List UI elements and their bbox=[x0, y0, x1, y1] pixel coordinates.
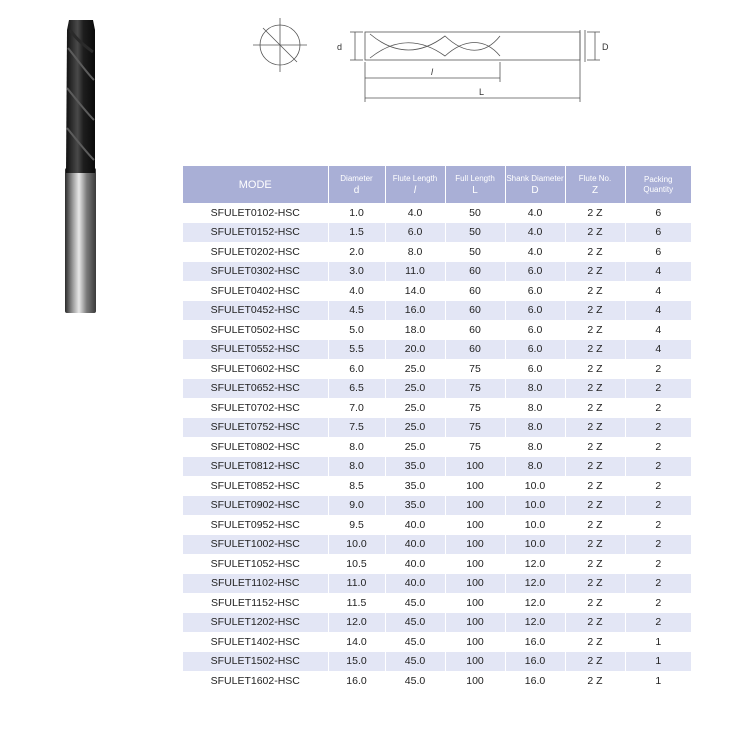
cell-shank-diameter: 4.0 bbox=[505, 223, 565, 243]
header-flute-no-symbol: Z bbox=[591, 184, 599, 196]
table-row bbox=[183, 223, 691, 243]
cell-shank-diameter: 6.0 bbox=[505, 301, 565, 321]
cell-shank-diameter: 16.0 bbox=[505, 632, 565, 652]
cell-shank-diameter: 6.0 bbox=[505, 262, 565, 282]
cell-packing-quantity: 2 bbox=[625, 418, 691, 438]
label-flute-l: l bbox=[431, 67, 433, 77]
cell-shank-diameter: 8.0 bbox=[505, 379, 565, 399]
table-row bbox=[183, 476, 691, 496]
cell-diameter: 7.5 bbox=[328, 418, 385, 438]
cell-diameter: 11.0 bbox=[328, 574, 385, 594]
header-flute-length-label: Flute Length bbox=[392, 173, 438, 183]
cell-flute-no: 2 Z bbox=[565, 535, 625, 555]
cell-packing-quantity: 2 bbox=[625, 379, 691, 399]
table-row bbox=[183, 359, 691, 379]
header-packing-label: Packing bbox=[644, 174, 673, 184]
cell-packing-quantity: 2 bbox=[625, 535, 691, 555]
cell-diameter: 6.0 bbox=[328, 359, 385, 379]
header-full-length-label: Full Length bbox=[455, 173, 495, 183]
cell-shank-diameter: 10.0 bbox=[505, 476, 565, 496]
table-row bbox=[183, 632, 691, 652]
cell-mode: SFULET1502-HSC bbox=[183, 652, 328, 672]
cell-flute-length: 40.0 bbox=[385, 574, 445, 594]
cell-mode: SFULET0752-HSC bbox=[183, 418, 328, 438]
cell-packing-quantity: 4 bbox=[625, 320, 691, 340]
cell-diameter: 12.0 bbox=[328, 613, 385, 633]
cell-full-length: 75 bbox=[445, 398, 505, 418]
cell-flute-length: 6.0 bbox=[385, 223, 445, 243]
cell-diameter: 1.0 bbox=[328, 203, 385, 223]
dimension-diagram bbox=[235, 10, 625, 110]
cell-flute-no: 2 Z bbox=[565, 398, 625, 418]
cell-mode: SFULET0852-HSC bbox=[183, 476, 328, 496]
cell-diameter: 11.5 bbox=[328, 593, 385, 613]
cell-packing-quantity: 2 bbox=[625, 574, 691, 594]
cell-full-length: 75 bbox=[445, 359, 505, 379]
table-row bbox=[183, 437, 691, 457]
header-full-length bbox=[445, 166, 505, 203]
cell-diameter: 15.0 bbox=[328, 652, 385, 672]
cell-full-length: 100 bbox=[445, 652, 505, 672]
table-row bbox=[183, 457, 691, 477]
cell-packing-quantity: 6 bbox=[625, 242, 691, 262]
cell-flute-no: 2 Z bbox=[565, 437, 625, 457]
cell-shank-diameter: 12.0 bbox=[505, 554, 565, 574]
cell-packing-quantity: 2 bbox=[625, 359, 691, 379]
cell-mode: SFULET1402-HSC bbox=[183, 632, 328, 652]
cell-diameter: 16.0 bbox=[328, 671, 385, 691]
cell-flute-no: 2 Z bbox=[565, 340, 625, 360]
cell-flute-no: 2 Z bbox=[565, 515, 625, 535]
cell-full-length: 75 bbox=[445, 437, 505, 457]
table-row bbox=[183, 593, 691, 613]
cell-packing-quantity: 1 bbox=[625, 652, 691, 672]
cell-mode: SFULET0702-HSC bbox=[183, 398, 328, 418]
cell-flute-length: 16.0 bbox=[385, 301, 445, 321]
cell-shank-diameter: 6.0 bbox=[505, 320, 565, 340]
cell-shank-diameter: 6.0 bbox=[505, 359, 565, 379]
cell-diameter: 8.0 bbox=[328, 457, 385, 477]
cell-flute-no: 2 Z bbox=[565, 281, 625, 301]
cell-flute-no: 2 Z bbox=[565, 554, 625, 574]
cell-mode: SFULET0602-HSC bbox=[183, 359, 328, 379]
cell-full-length: 100 bbox=[445, 515, 505, 535]
cell-diameter: 10.0 bbox=[328, 535, 385, 555]
table-row bbox=[183, 613, 691, 633]
cell-full-length: 60 bbox=[445, 262, 505, 282]
cell-flute-length: 45.0 bbox=[385, 671, 445, 691]
cell-diameter: 6.5 bbox=[328, 379, 385, 399]
cell-shank-diameter: 4.0 bbox=[505, 203, 565, 223]
cell-mode: SFULET0452-HSC bbox=[183, 301, 328, 321]
table-body bbox=[183, 203, 691, 691]
cell-shank-diameter: 16.0 bbox=[505, 652, 565, 672]
cell-flute-length: 40.0 bbox=[385, 515, 445, 535]
cell-full-length: 75 bbox=[445, 418, 505, 438]
cell-packing-quantity: 2 bbox=[625, 457, 691, 477]
table-row bbox=[183, 574, 691, 594]
cell-packing-quantity: 2 bbox=[625, 476, 691, 496]
cell-mode: SFULET0652-HSC bbox=[183, 379, 328, 399]
cell-packing-quantity: 2 bbox=[625, 593, 691, 613]
cell-packing-quantity: 4 bbox=[625, 301, 691, 321]
label-d: d bbox=[337, 42, 343, 52]
header-mode: MODE bbox=[183, 166, 328, 203]
cell-shank-diameter: 10.0 bbox=[505, 496, 565, 516]
cell-flute-length: 14.0 bbox=[385, 281, 445, 301]
cell-flute-no: 2 Z bbox=[565, 671, 625, 691]
cell-packing-quantity: 2 bbox=[625, 437, 691, 457]
cell-shank-diameter: 12.0 bbox=[505, 593, 565, 613]
cell-mode: SFULET0302-HSC bbox=[183, 262, 328, 282]
cell-diameter: 1.5 bbox=[328, 223, 385, 243]
cell-diameter: 5.0 bbox=[328, 320, 385, 340]
header-flute-length-symbol: l bbox=[413, 184, 417, 196]
cell-diameter: 4.0 bbox=[328, 281, 385, 301]
cell-full-length: 100 bbox=[445, 535, 505, 555]
cell-flute-length: 25.0 bbox=[385, 379, 445, 399]
cell-shank-diameter: 8.0 bbox=[505, 398, 565, 418]
cell-packing-quantity: 4 bbox=[625, 340, 691, 360]
cell-flute-no: 2 Z bbox=[565, 418, 625, 438]
cell-shank-diameter: 8.0 bbox=[505, 418, 565, 438]
cell-diameter: 2.0 bbox=[328, 242, 385, 262]
table-row bbox=[183, 554, 691, 574]
cell-shank-diameter: 12.0 bbox=[505, 574, 565, 594]
header-quantity-label: Quantity bbox=[643, 184, 674, 194]
cell-flute-length: 35.0 bbox=[385, 476, 445, 496]
cell-shank-diameter: 8.0 bbox=[505, 437, 565, 457]
cell-flute-length: 40.0 bbox=[385, 535, 445, 555]
header-diameter-label: Diameter bbox=[340, 173, 373, 183]
cell-flute-length: 40.0 bbox=[385, 554, 445, 574]
cell-flute-length: 25.0 bbox=[385, 418, 445, 438]
header-flute-no bbox=[565, 166, 625, 203]
cell-shank-diameter: 6.0 bbox=[505, 340, 565, 360]
table-row bbox=[183, 320, 691, 340]
header-shank-diameter-label: Shank Diameter bbox=[506, 173, 564, 183]
cell-flute-length: 18.0 bbox=[385, 320, 445, 340]
cell-flute-no: 2 Z bbox=[565, 223, 625, 243]
table-header-row bbox=[183, 166, 691, 203]
header-shank-diameter-symbol: D bbox=[531, 184, 539, 196]
cell-shank-diameter: 4.0 bbox=[505, 242, 565, 262]
cell-packing-quantity: 1 bbox=[625, 671, 691, 691]
cell-packing-quantity: 1 bbox=[625, 632, 691, 652]
cell-mode: SFULET1202-HSC bbox=[183, 613, 328, 633]
cell-packing-quantity: 4 bbox=[625, 262, 691, 282]
cell-full-length: 50 bbox=[445, 223, 505, 243]
cell-flute-length: 8.0 bbox=[385, 242, 445, 262]
cell-mode: SFULET0152-HSC bbox=[183, 223, 328, 243]
cell-flute-length: 25.0 bbox=[385, 359, 445, 379]
cell-flute-length: 25.0 bbox=[385, 437, 445, 457]
cell-mode: SFULET0802-HSC bbox=[183, 437, 328, 457]
cell-mode: SFULET0402-HSC bbox=[183, 281, 328, 301]
cell-flute-no: 2 Z bbox=[565, 496, 625, 516]
table-row bbox=[183, 281, 691, 301]
cell-mode: SFULET0952-HSC bbox=[183, 515, 328, 535]
cell-flute-length: 11.0 bbox=[385, 262, 445, 282]
cell-packing-quantity: 4 bbox=[625, 281, 691, 301]
header-packing-quantity bbox=[625, 166, 691, 203]
cell-diameter: 7.0 bbox=[328, 398, 385, 418]
cell-mode: SFULET1602-HSC bbox=[183, 671, 328, 691]
cell-flute-no: 2 Z bbox=[565, 320, 625, 340]
header-flute-length bbox=[385, 166, 445, 203]
cell-full-length: 60 bbox=[445, 281, 505, 301]
label-full-L: L bbox=[479, 87, 485, 97]
cell-flute-length: 35.0 bbox=[385, 496, 445, 516]
cell-full-length: 50 bbox=[445, 242, 505, 262]
cell-full-length: 60 bbox=[445, 320, 505, 340]
cell-full-length: 60 bbox=[445, 340, 505, 360]
cell-diameter: 4.5 bbox=[328, 301, 385, 321]
cell-diameter: 8.0 bbox=[328, 437, 385, 457]
cell-flute-no: 2 Z bbox=[565, 359, 625, 379]
cell-shank-diameter: 8.0 bbox=[505, 457, 565, 477]
cell-flute-no: 2 Z bbox=[565, 301, 625, 321]
header-diameter bbox=[328, 166, 385, 203]
cell-full-length: 100 bbox=[445, 457, 505, 477]
cell-diameter: 10.5 bbox=[328, 554, 385, 574]
cell-mode: SFULET0502-HSC bbox=[183, 320, 328, 340]
table-row bbox=[183, 671, 691, 691]
cell-diameter: 5.5 bbox=[328, 340, 385, 360]
table-row bbox=[183, 515, 691, 535]
cell-shank-diameter: 10.0 bbox=[505, 535, 565, 555]
table-row bbox=[183, 418, 691, 438]
cell-full-length: 60 bbox=[445, 301, 505, 321]
cell-shank-diameter: 12.0 bbox=[505, 613, 565, 633]
cell-flute-length: 4.0 bbox=[385, 203, 445, 223]
table-row bbox=[183, 340, 691, 360]
cell-flute-length: 25.0 bbox=[385, 398, 445, 418]
cell-flute-no: 2 Z bbox=[565, 476, 625, 496]
cell-mode: SFULET1052-HSC bbox=[183, 554, 328, 574]
cell-full-length: 100 bbox=[445, 632, 505, 652]
table-row bbox=[183, 496, 691, 516]
cell-shank-diameter: 10.0 bbox=[505, 515, 565, 535]
cell-packing-quantity: 6 bbox=[625, 223, 691, 243]
spec-table bbox=[183, 166, 691, 691]
cell-mode: SFULET0102-HSC bbox=[183, 203, 328, 223]
cell-full-length: 100 bbox=[445, 574, 505, 594]
cell-mode: SFULET0552-HSC bbox=[183, 340, 328, 360]
cell-flute-no: 2 Z bbox=[565, 613, 625, 633]
cell-packing-quantity: 2 bbox=[625, 554, 691, 574]
cell-diameter: 8.5 bbox=[328, 476, 385, 496]
cell-full-length: 75 bbox=[445, 379, 505, 399]
cell-mode: SFULET0812-HSC bbox=[183, 457, 328, 477]
table-row bbox=[183, 242, 691, 262]
cell-packing-quantity: 2 bbox=[625, 613, 691, 633]
cell-diameter: 9.5 bbox=[328, 515, 385, 535]
cell-full-length: 100 bbox=[445, 476, 505, 496]
table-row bbox=[183, 262, 691, 282]
table-row bbox=[183, 652, 691, 672]
cell-flute-no: 2 Z bbox=[565, 632, 625, 652]
cell-flute-no: 2 Z bbox=[565, 457, 625, 477]
header-flute-no-label: Flute No. bbox=[578, 173, 612, 183]
table-row bbox=[183, 301, 691, 321]
cell-diameter: 14.0 bbox=[328, 632, 385, 652]
cell-flute-no: 2 Z bbox=[565, 574, 625, 594]
table-row bbox=[183, 379, 691, 399]
cell-full-length: 100 bbox=[445, 613, 505, 633]
cell-mode: SFULET0902-HSC bbox=[183, 496, 328, 516]
table-row bbox=[183, 398, 691, 418]
cell-mode: SFULET1002-HSC bbox=[183, 535, 328, 555]
header-shank-diameter bbox=[505, 166, 565, 203]
cell-full-length: 50 bbox=[445, 203, 505, 223]
table-row bbox=[183, 535, 691, 555]
cell-shank-diameter: 16.0 bbox=[505, 671, 565, 691]
cell-packing-quantity: 2 bbox=[625, 515, 691, 535]
cell-packing-quantity: 6 bbox=[625, 203, 691, 223]
cell-flute-no: 2 Z bbox=[565, 242, 625, 262]
cell-full-length: 100 bbox=[445, 671, 505, 691]
header-diameter-symbol: d bbox=[353, 184, 360, 196]
cell-flute-no: 2 Z bbox=[565, 379, 625, 399]
cell-mode: SFULET0202-HSC bbox=[183, 242, 328, 262]
cell-packing-quantity: 2 bbox=[625, 398, 691, 418]
cell-shank-diameter: 6.0 bbox=[505, 281, 565, 301]
end-mill-photo bbox=[55, 18, 105, 318]
cell-flute-length: 20.0 bbox=[385, 340, 445, 360]
cell-packing-quantity: 2 bbox=[625, 496, 691, 516]
table-row bbox=[183, 203, 691, 223]
cell-flute-length: 45.0 bbox=[385, 652, 445, 672]
cell-mode: SFULET1102-HSC bbox=[183, 574, 328, 594]
cell-flute-length: 45.0 bbox=[385, 632, 445, 652]
cell-flute-no: 2 Z bbox=[565, 652, 625, 672]
label-shank-D: D bbox=[602, 42, 609, 52]
cell-flute-length: 45.0 bbox=[385, 593, 445, 613]
cell-flute-no: 2 Z bbox=[565, 593, 625, 613]
cell-flute-no: 2 Z bbox=[565, 203, 625, 223]
cell-flute-no: 2 Z bbox=[565, 262, 625, 282]
cell-full-length: 100 bbox=[445, 554, 505, 574]
cell-flute-length: 45.0 bbox=[385, 613, 445, 633]
cell-diameter: 3.0 bbox=[328, 262, 385, 282]
cell-mode: SFULET1152-HSC bbox=[183, 593, 328, 613]
header-full-length-symbol: L bbox=[472, 184, 478, 196]
cell-flute-length: 35.0 bbox=[385, 457, 445, 477]
cell-full-length: 100 bbox=[445, 593, 505, 613]
cell-full-length: 100 bbox=[445, 496, 505, 516]
cell-diameter: 9.0 bbox=[328, 496, 385, 516]
